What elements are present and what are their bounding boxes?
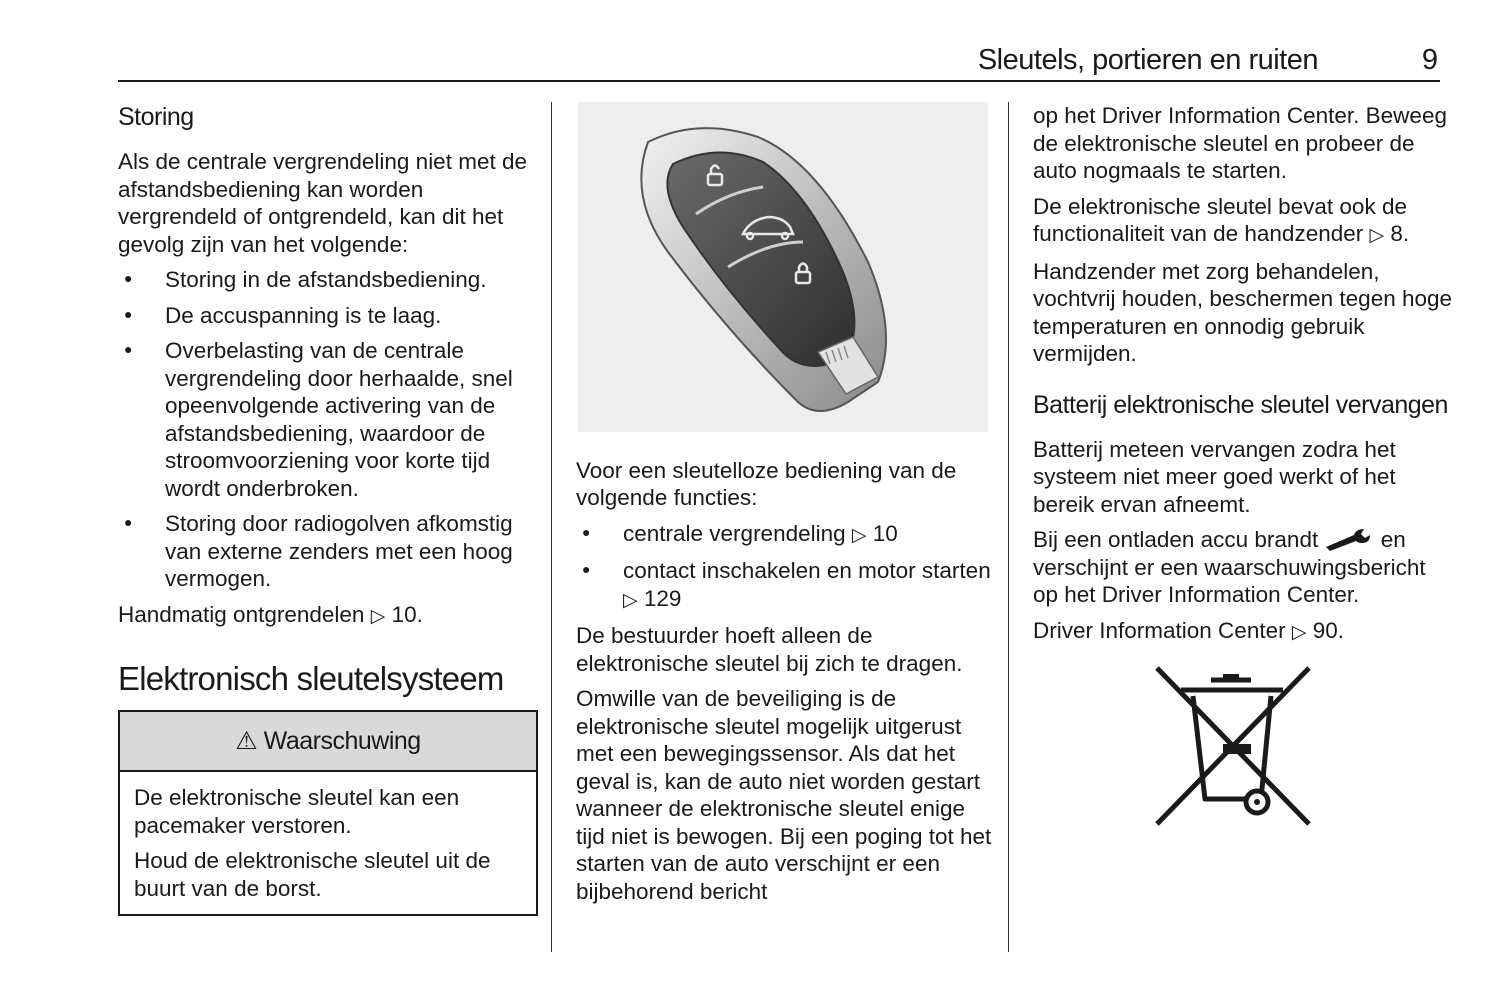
warning-text: De elektronische sleutel kan een pacemaker verstoren.: [134, 785, 460, 838]
warning-box: [118, 710, 538, 916]
keyless-list: [576, 520, 996, 615]
page-ref-link[interactable]: 10: [872, 520, 898, 546]
warning-text: Houd de elektronische sleutel uit de buurt van de borst.: [134, 848, 491, 901]
list-item: ● Overbelasting van de centrale vergrendeling door herhaalde, snel opeenvolgende activering van de afstandsbediening, waardoor de stroomvoorziening voor korte tijd wordt onderbroken.: [118, 337, 538, 502]
list-item: ● De accuspanning is te laag.: [118, 302, 538, 330]
page-ref-link[interactable]: 8.: [1390, 221, 1410, 246]
warning-title: ⚠ Waarschuwing: [120, 712, 536, 772]
page-ref-icon: ▷: [623, 588, 638, 611]
page-ref-icon: ▷: [1291, 620, 1307, 643]
warning-body: [120, 772, 536, 914]
driver-paragraph: De bestuurder hoeft alleen de elektronische sleutel bij zich te dragen.: [576, 623, 963, 676]
column-divider: [1008, 102, 1009, 952]
page-ref-link[interactable]: 90.: [1312, 617, 1345, 643]
discharge-paragraph: Bij een ontladen accu brandt en verschijnt er een waarschuwingsbericht op het Driver Information Center.: [1033, 527, 1426, 607]
heading-system: Elektronisch sleutelsysteem: [118, 660, 504, 697]
page-header: [118, 40, 1440, 82]
functionality-paragraph: De elektronische sleutel bevat ook de functionaliteit van de handzender ▷ 8.: [1033, 193, 1410, 246]
column-right: [1033, 102, 1453, 829]
storing-list: [118, 266, 538, 593]
heading-storing: Storing: [118, 103, 194, 131]
column-left: [118, 102, 538, 916]
replace-paragraph: Batterij meteen vervangen zodra het systeem niet meer goed werkt of het bereik ervan afneemt.: [1033, 436, 1396, 517]
manual-unlock-ref: Handmatig ontgrendelen ▷ 10.: [118, 601, 423, 627]
crossed-bin-icon: [1153, 664, 1313, 829]
list-item: ● contact inschakelen en motor starten ▷ 129: [576, 557, 996, 614]
storing-intro: Als de centrale vergrendeling niet met de afstandsbediening kan worden vergrendeld of ontgrendeld, kan dit het gevolg zijn van het volgende:: [118, 149, 527, 257]
heading-battery: Batterij elektronische sleutel vervangen: [1033, 390, 1448, 419]
page-ref-icon: ▷: [370, 604, 386, 627]
list-item: ● Storing in de afstandsbediening.: [118, 266, 538, 294]
electronic-key-illustration: [578, 102, 988, 432]
column-divider: [551, 102, 552, 952]
page-ref-icon: ▷: [851, 523, 867, 546]
page-ref-link[interactable]: 10.: [391, 601, 423, 627]
column-middle: [576, 102, 996, 913]
care-paragraph: Handzender met zorg behandelen, vochtvrij houden, beschermen tegen hoge temperaturen en onnodig gebruik vermijden.: [1033, 258, 1453, 366]
sensor-paragraph: Omwille van de beveiliging is de elektronische sleutel mogelijk uitgerust met een bewegingssensor. Als dat het geval is, kan de auto niet worden gestart wanneer de elektronische sleutel enige tijd niet is bewogen. Bij een poging tot het starten van de auto verschijnt er een bijbehorend bericht: [576, 686, 992, 904]
warning-icon: ⚠: [235, 727, 258, 755]
page-number: 9: [1421, 44, 1438, 76]
list-item: ● Storing door radiogolven afkomstig van externe zenders met een hoog vermogen.: [118, 510, 538, 593]
dic-reference: Driver Information Center ▷ 90.: [1033, 617, 1345, 643]
page-ref-link[interactable]: 129: [643, 585, 682, 611]
page-ref-icon: ▷: [1369, 224, 1385, 246]
continued-paragraph: op het Driver Information Center. Beweeg de elektronische sleutel en probeer de auto nogmaals te starten.: [1033, 103, 1447, 183]
section-title: Sleutels, portieren en ruiten: [977, 44, 1318, 76]
wrench-icon: [1324, 527, 1374, 551]
keyless-intro: Voor een sleutelloze bediening van de volgende functies:: [576, 457, 957, 510]
list-item: ● centrale vergrendeling ▷ 10: [576, 520, 996, 550]
